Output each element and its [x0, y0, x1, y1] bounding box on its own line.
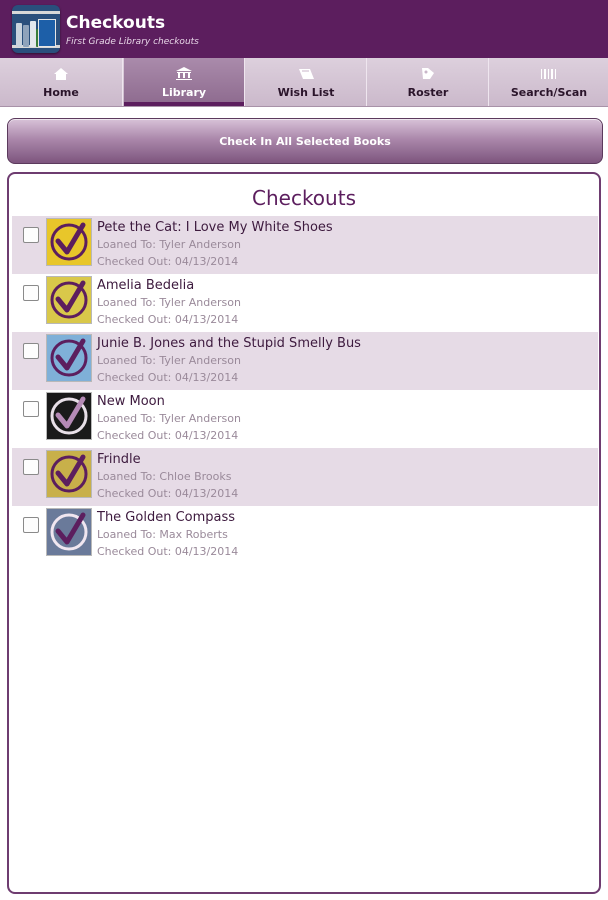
checked-out-date: Checked Out: 04/13/2014 [97, 429, 239, 442]
row-checkbox[interactable] [23, 343, 39, 359]
book-title: Amelia Bedelia [97, 278, 195, 293]
loaned-to: Loaned To: Chloe Brooks [97, 470, 232, 483]
row-checkbox[interactable] [23, 227, 39, 243]
tab-wish-list-label: Wish List [277, 86, 335, 99]
home-icon [0, 66, 122, 80]
tab-home-label: Home [43, 86, 79, 99]
book-cover-thumbnail [46, 392, 92, 440]
check-in-all-button[interactable]: Check In All Selected Books [7, 118, 603, 164]
tab-search-scan-label: Search/Scan [510, 86, 588, 99]
loaned-to: Loaned To: Max Roberts [97, 528, 228, 541]
app-bar [0, 0, 608, 58]
tab-bar [0, 58, 608, 107]
checked-out-date: Checked Out: 04/13/2014 [97, 371, 239, 384]
checked-out-icon [47, 335, 91, 381]
checked-out-date: Checked Out: 04/13/2014 [97, 255, 239, 268]
tab-home[interactable] [0, 58, 123, 106]
page-subtitle: First Grade Library checkouts [66, 37, 199, 47]
tab-library[interactable] [124, 58, 245, 106]
checked-out-icon [47, 451, 91, 497]
book-title: Junie B. Jones and the Stupid Smelly Bus [97, 336, 361, 351]
checkout-row[interactable] [12, 274, 598, 332]
loaned-to: Loaned To: Tyler Anderson [97, 296, 241, 309]
checkout-row[interactable] [12, 332, 598, 390]
library-icon [124, 66, 244, 80]
tab-roster-label: Roster [407, 86, 449, 99]
row-checkbox[interactable] [23, 285, 39, 301]
checked-out-date: Checked Out: 04/13/2014 [97, 313, 239, 326]
book-title: Frindle [97, 452, 141, 467]
bookshelf-app-icon[interactable] [12, 5, 60, 53]
checked-out-date: Checked Out: 04/13/2014 [97, 545, 239, 558]
row-checkbox[interactable] [23, 459, 39, 475]
row-checkbox[interactable] [23, 517, 39, 533]
book-cover-thumbnail [46, 450, 92, 498]
checked-out-icon [47, 393, 91, 439]
book-title: Pete the Cat: I Love My White Shoes [97, 220, 333, 235]
checked-out-icon [47, 277, 91, 323]
book-title: New Moon [97, 394, 165, 409]
checkout-row[interactable] [12, 390, 598, 448]
loaned-to: Loaned To: Tyler Anderson [97, 354, 241, 367]
tab-wish-list[interactable] [246, 58, 367, 106]
page-title: Checkouts [66, 13, 166, 33]
tab-search-scan[interactable] [490, 58, 608, 106]
book-cover-thumbnail [46, 276, 92, 324]
barcode-icon [490, 66, 608, 80]
checkout-row[interactable] [12, 506, 598, 564]
book-title: The Golden Compass [97, 510, 236, 525]
loaned-to: Loaned To: Tyler Anderson [97, 412, 241, 425]
checked-out-icon [47, 509, 91, 555]
checkouts-panel [7, 172, 601, 894]
tab-roster[interactable] [368, 58, 489, 106]
wish-list-icon [246, 66, 366, 80]
tab-library-label: Library [161, 86, 207, 99]
book-cover-thumbnail [46, 218, 92, 266]
checked-out-date: Checked Out: 04/13/2014 [97, 487, 239, 500]
roster-icon [368, 66, 488, 80]
checkouts-title: Checkouts [252, 186, 356, 210]
book-cover-thumbnail [46, 334, 92, 382]
checkout-row[interactable] [12, 216, 598, 274]
checked-out-icon [47, 219, 91, 265]
row-checkbox[interactable] [23, 401, 39, 417]
book-cover-thumbnail [46, 508, 92, 556]
loaned-to: Loaned To: Tyler Anderson [97, 238, 241, 251]
checkout-row[interactable] [12, 448, 598, 506]
